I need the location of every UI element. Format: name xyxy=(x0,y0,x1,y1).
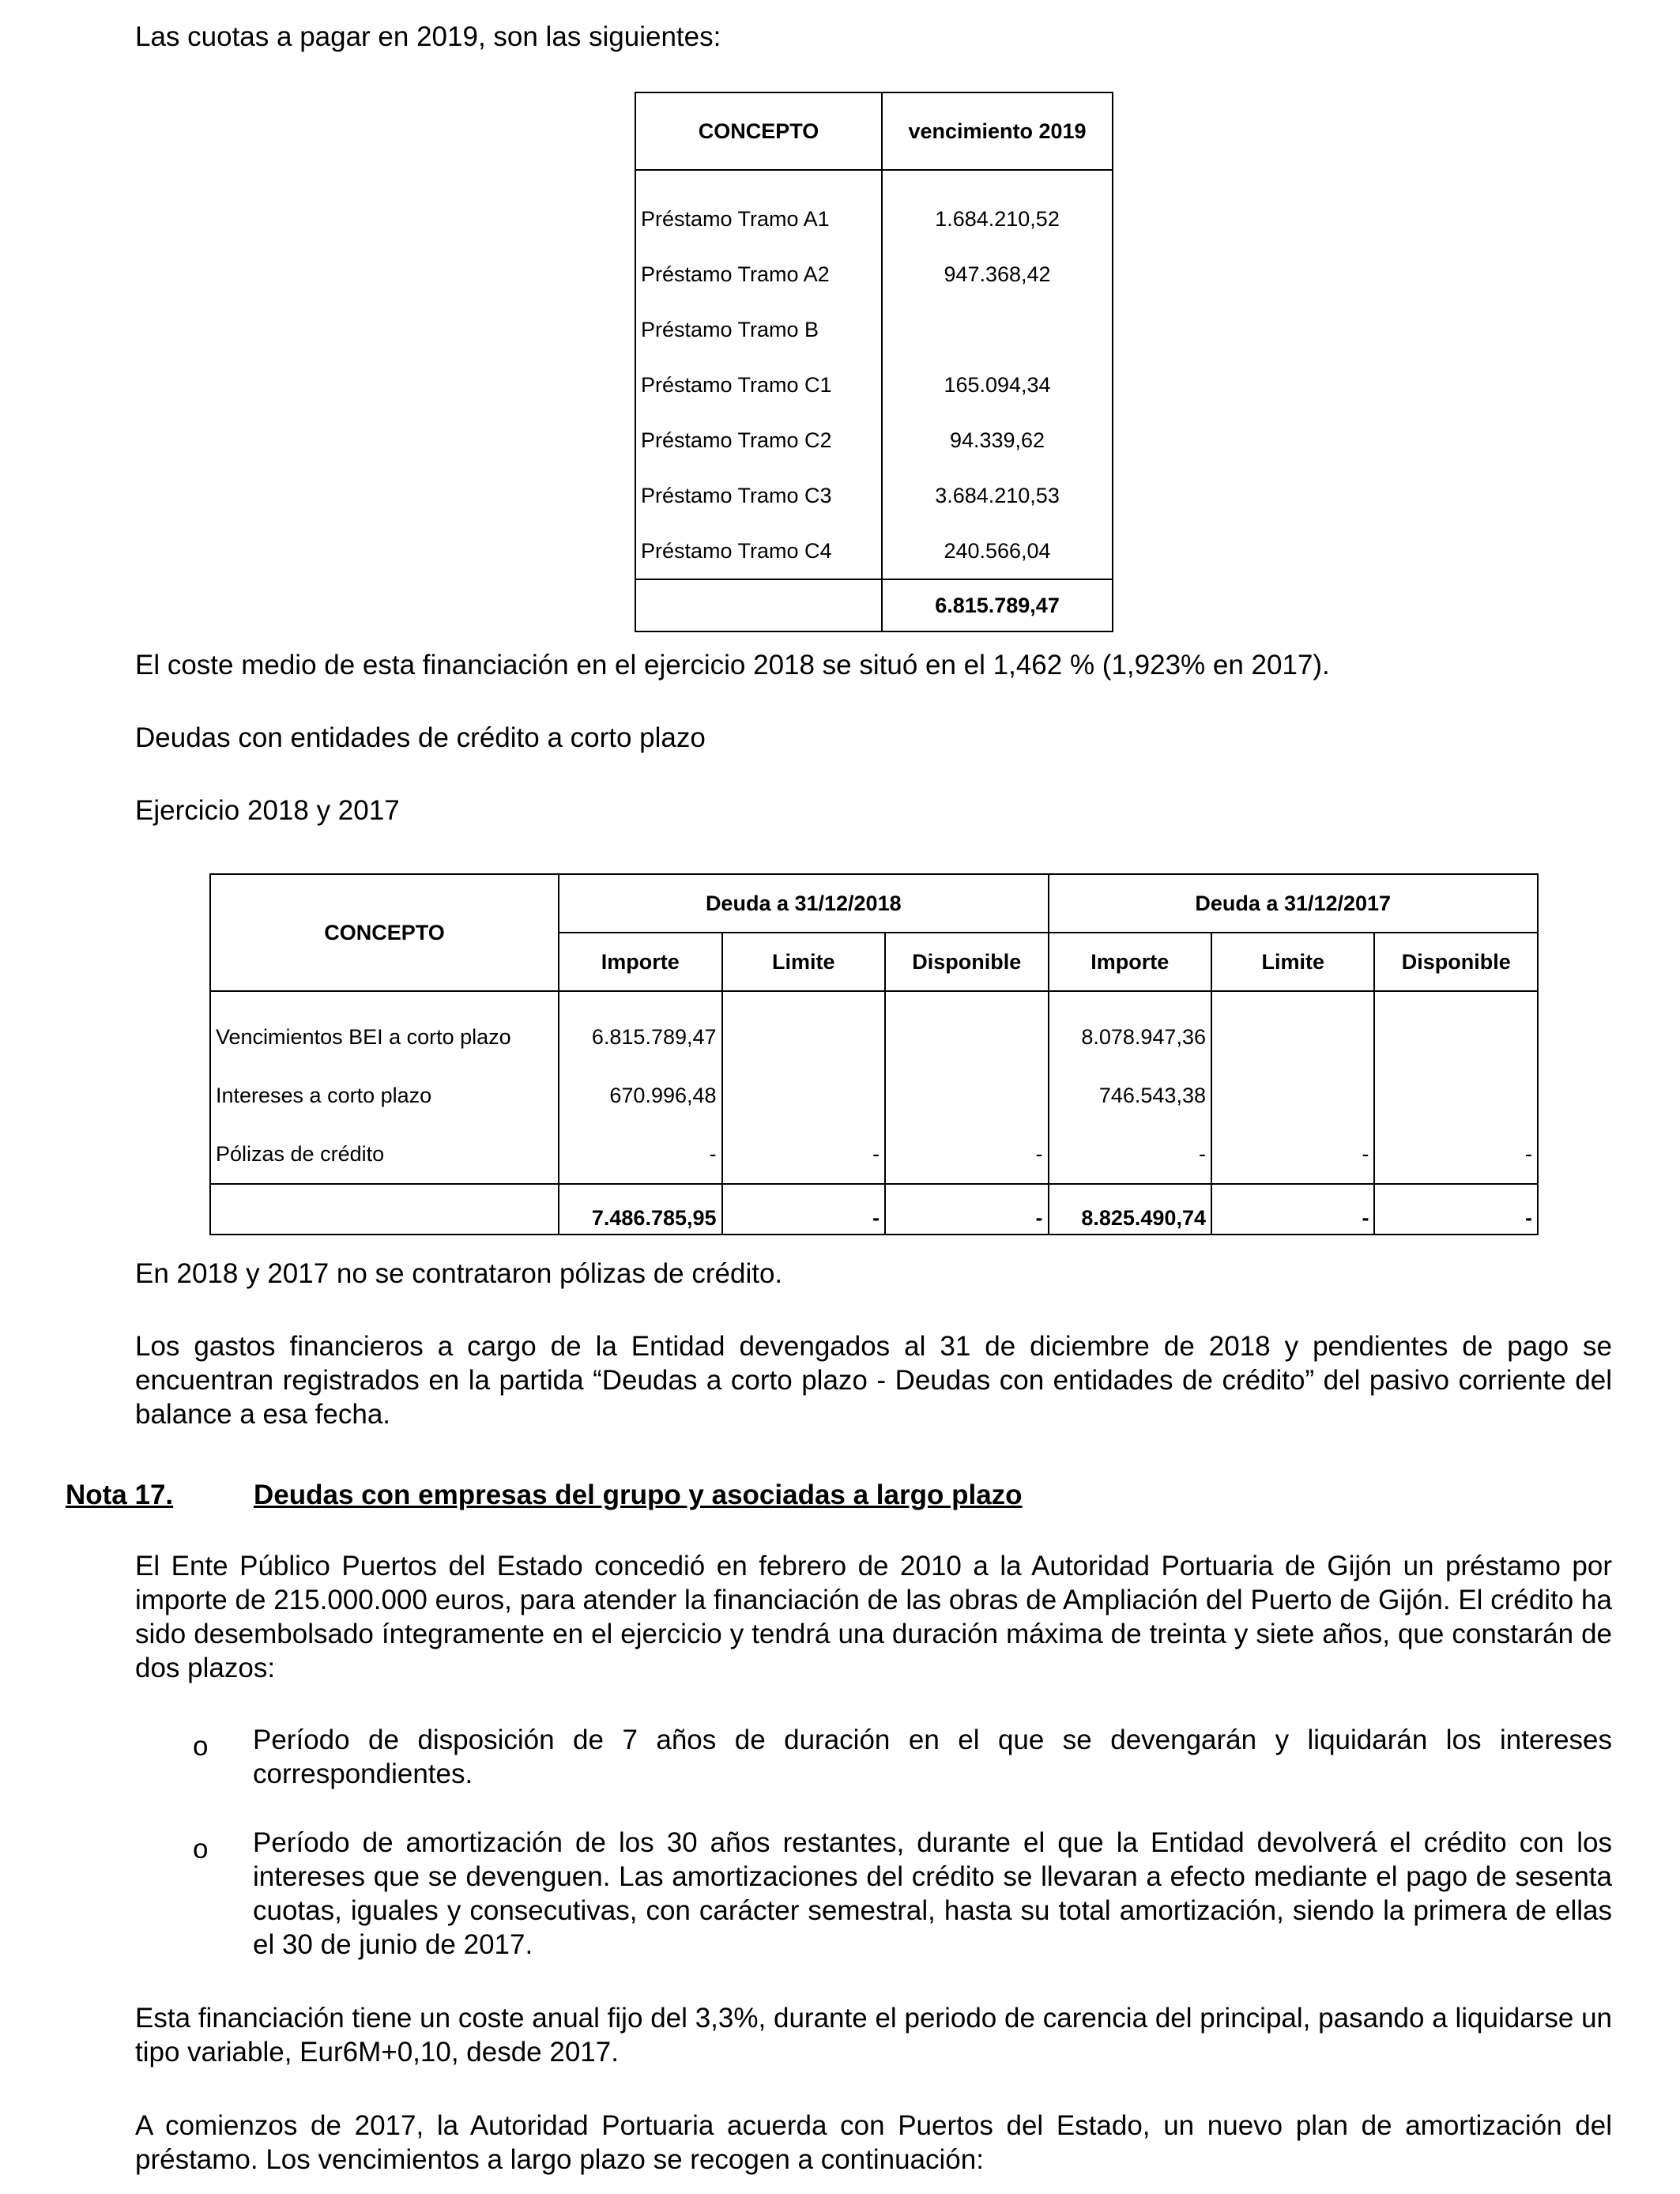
table-row xyxy=(635,468,1113,523)
table-row xyxy=(210,1066,1538,1125)
row-concept: Préstamo Tramo C3 xyxy=(635,468,882,523)
total-value: - xyxy=(885,1184,1048,1235)
row-value: 3.684.210,53 xyxy=(882,468,1113,523)
row-value: 94.339,62 xyxy=(882,413,1113,468)
polizas-text: En 2018 y 2017 no se contrataron pólizas de crédito. xyxy=(135,1258,783,1289)
cell-value: 8.078.947,36 xyxy=(1049,991,1211,1066)
bullet-marker: o xyxy=(193,1731,209,1762)
coste-anual-paragraph: Esta financiación tiene un coste anual fijo del 3,3%, durante el periodo de carencia del principal, pasando a liquidarse un tipo variable, Eur6M+0,10, desde 2017. xyxy=(135,2003,1612,2068)
column-header-disponible-2018: Disponible xyxy=(885,933,1048,991)
column-header-importe-2018: Importe xyxy=(559,933,721,991)
table-row xyxy=(635,247,1113,302)
ejercicio-heading: Ejercicio 2018 y 2017 xyxy=(135,795,400,826)
table-row xyxy=(635,302,1113,357)
row-value: 240.566,04 xyxy=(882,523,1113,579)
row-concept: Préstamo Tramo C1 xyxy=(635,357,882,413)
column-header-concepto: CONCEPTO xyxy=(210,874,559,991)
nota-17-heading xyxy=(66,1478,1023,1512)
cell-value: - xyxy=(885,1125,1048,1184)
table-total-row xyxy=(210,1184,1538,1235)
group-header-2017: Deuda a 31/12/2017 xyxy=(1049,874,1539,933)
cell-value xyxy=(1374,991,1538,1066)
bullet-marker: o xyxy=(193,1834,209,1864)
row-value: 1.684.210,52 xyxy=(882,170,1113,247)
deudas-heading: Deudas con entidades de crédito a corto plazo xyxy=(135,722,706,753)
total-label-cell xyxy=(210,1184,559,1235)
row-value: 947.368,42 xyxy=(882,247,1113,302)
cell-value xyxy=(885,1066,1048,1125)
cell-value: - xyxy=(1211,1125,1374,1184)
comienzos-paragraph: A comienzos de 2017, la Autoridad Portuaria acuerda con Puertos del Estado, un nuevo plan de amortización del préstamo. Los vencimientos a largo plazo se recogen a continuación: xyxy=(135,2110,1612,2175)
row-concept: Préstamo Tramo C2 xyxy=(635,413,882,468)
column-header-concepto: CONCEPTO xyxy=(635,92,882,170)
column-header-importe-2017: Importe xyxy=(1049,933,1211,991)
total-label-cell xyxy=(635,579,882,631)
total-value: - xyxy=(1374,1184,1538,1235)
cell-value: - xyxy=(722,1125,885,1184)
gastos-paragraph: Los gastos financieros a cargo de la Entidad devengados al 31 de diciembre de 2018 y pendientes de pago se encuentran registrados en la partida “Deudas a corto plazo - Deudas con entidades de crédito” del pasivo corriente del balance a esa fecha. xyxy=(135,1331,1612,1430)
cell-value xyxy=(1211,991,1374,1066)
ente-paragraph: El Ente Público Puertos del Estado concedió en febrero de 2010 a la Autoridad Portuaria de Gijón un préstamo por importe de 215.000.000 euros, para atender la financiación de las obras de Ampliación del Puerto de Gijón. El crédito ha sido desembolsado íntegramente en el ejercicio y tendrá una duración máxima de treinta y siete años, que constarán de dos plazos: xyxy=(135,1551,1612,1683)
row-concept: Pólizas de crédito xyxy=(210,1125,559,1184)
table-row xyxy=(635,413,1113,468)
cuotas-2019-table xyxy=(635,92,1113,632)
cell-value: - xyxy=(1049,1125,1211,1184)
deudas-corto-plazo-table xyxy=(209,873,1539,1235)
row-value: 165.094,34 xyxy=(882,357,1113,413)
table-total-row xyxy=(635,579,1113,631)
nota-number: Nota 17. xyxy=(66,1480,174,1510)
group-header-2018: Deuda a 31/12/2018 xyxy=(559,874,1048,933)
table-row xyxy=(635,170,1113,247)
row-concept: Préstamo Tramo A2 xyxy=(635,247,882,302)
nota-title: Deudas con empresas del grupo y asociadas a largo plazo xyxy=(254,1480,1023,1510)
cell-value: - xyxy=(1374,1125,1538,1184)
row-concept: Préstamo Tramo A1 xyxy=(635,170,882,247)
row-concept: Préstamo Tramo C4 xyxy=(635,523,882,579)
cell-value xyxy=(1374,1066,1538,1125)
row-value xyxy=(882,302,1113,357)
intro-text: Las cuotas a pagar en 2019, son las siguientes: xyxy=(135,21,721,52)
table-row xyxy=(635,523,1113,579)
cell-value: 746.543,38 xyxy=(1049,1066,1211,1125)
row-concept: Vencimientos BEI a corto plazo xyxy=(210,991,559,1066)
table-row xyxy=(210,1125,1538,1184)
table-header-row xyxy=(635,92,1113,170)
bullet-text: Período de disposición de 7 años de duración en el que se devengarán y liquidarán los intereses correspondientes. xyxy=(253,1725,1612,1789)
cell-value: 670.996,48 xyxy=(559,1066,721,1125)
total-value: 6.815.789,47 xyxy=(882,579,1113,631)
cell-value xyxy=(885,991,1048,1066)
row-concept: Intereses a corto plazo xyxy=(210,1066,559,1125)
table-row xyxy=(210,991,1538,1066)
column-header-limite-2018: Limite xyxy=(722,933,885,991)
column-header-disponible-2017: Disponible xyxy=(1374,933,1538,991)
cell-value xyxy=(722,991,885,1066)
total-value: - xyxy=(722,1184,885,1235)
cell-value xyxy=(722,1066,885,1125)
column-header-limite-2017: Limite xyxy=(1211,933,1374,991)
table-header-row xyxy=(210,874,1538,933)
cell-value xyxy=(1211,1066,1374,1125)
total-value: 7.486.785,95 xyxy=(559,1184,721,1235)
cell-value: - xyxy=(559,1125,721,1184)
cell-value: 6.815.789,47 xyxy=(559,991,721,1066)
total-value: - xyxy=(1211,1184,1374,1235)
column-header-vencimiento: vencimiento 2019 xyxy=(882,92,1113,170)
total-value: 8.825.490,74 xyxy=(1049,1184,1211,1235)
table-row xyxy=(635,357,1113,413)
row-concept: Préstamo Tramo B xyxy=(635,302,882,357)
bullet-text: Período de amortización de los 30 años restantes, durante el que la Entidad devolverá el crédito con los intereses que se devenguen. Las amortizaciones del crédito se llevaran a efecto mediante el pago de sesenta cuotas, iguales y consecutivas, con carácter semestral, hasta su total amortización, siendo la primera de ellas el 30 de junio de 2017. xyxy=(253,1827,1612,1960)
coste-medio-text: El coste medio de esta financiación en el ejercicio 2018 se situó en el 1,462 % (1,923% en 2017). xyxy=(135,650,1330,680)
